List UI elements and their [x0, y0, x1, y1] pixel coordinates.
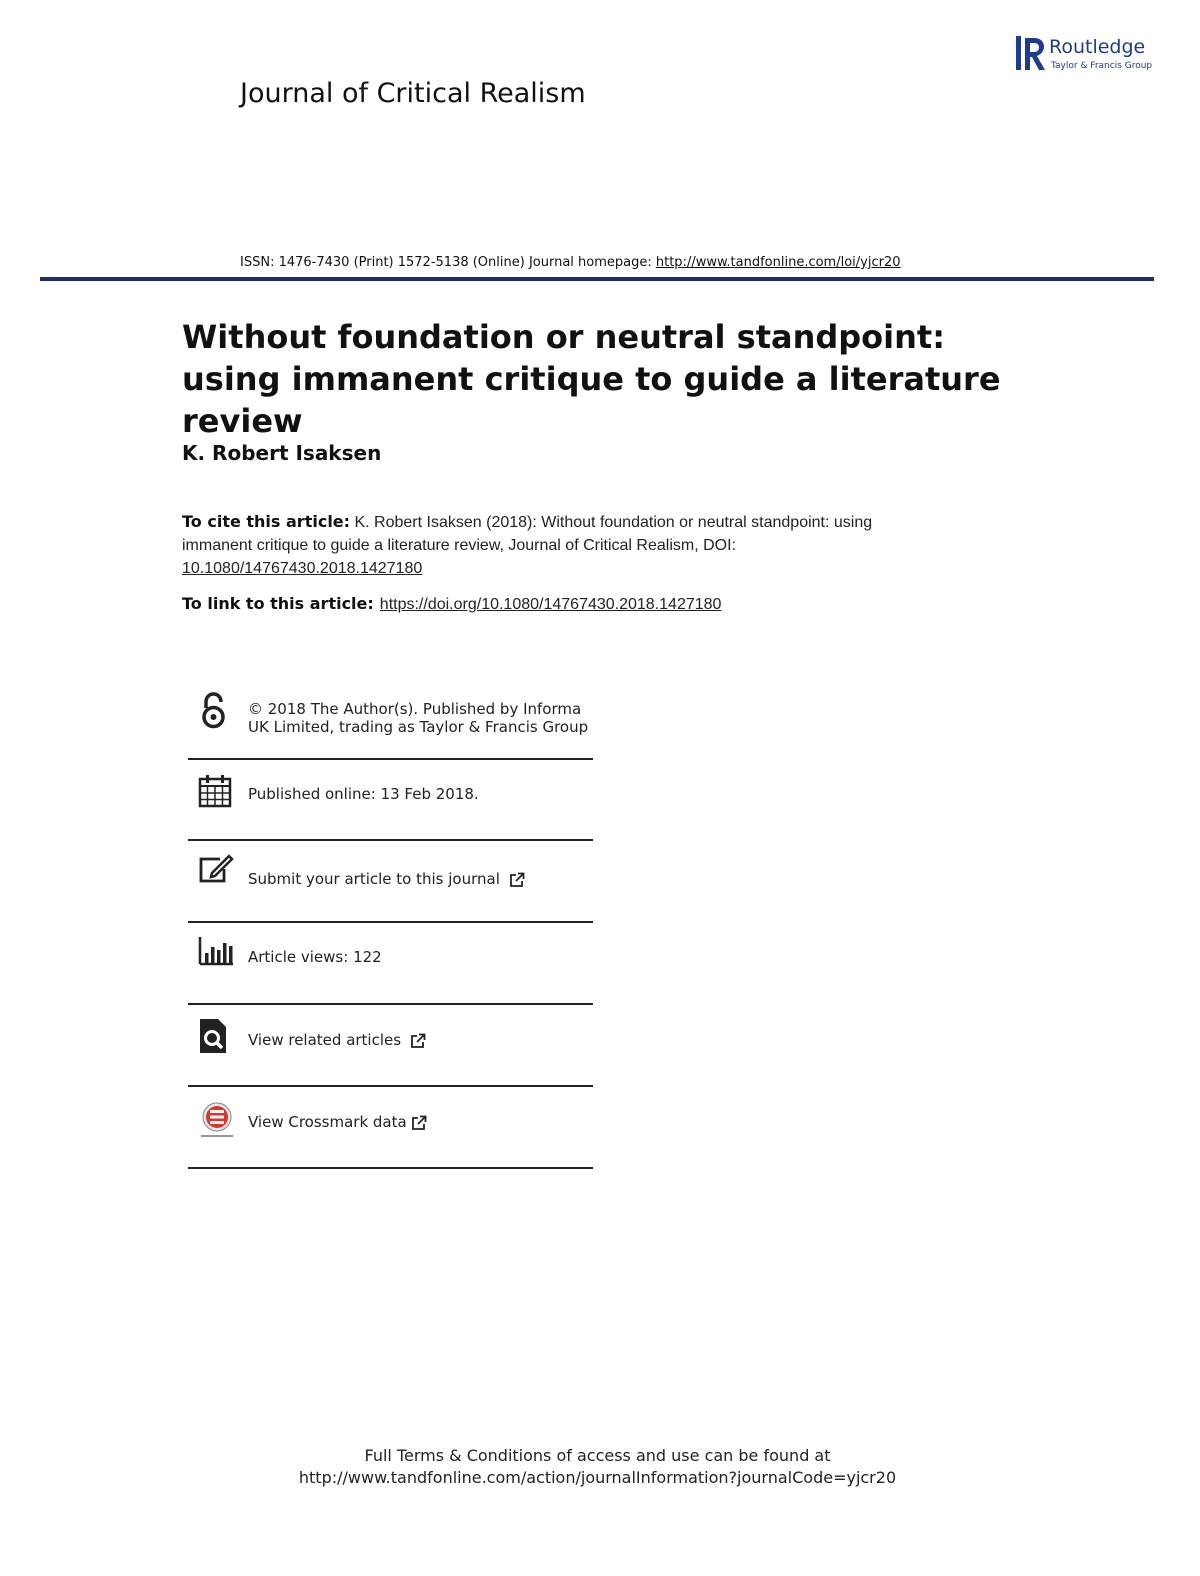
article-author: K. Robert Isaksen: [182, 441, 382, 465]
calendar-icon: [198, 774, 232, 808]
related-row[interactable]: [188, 1005, 593, 1087]
bar-chart-icon: [198, 935, 234, 967]
crossmark-row[interactable]: [188, 1087, 593, 1169]
citation-block: [182, 510, 942, 580]
external-link-icon: [509, 872, 525, 888]
published-row: [188, 760, 593, 841]
views-row: [188, 923, 593, 1005]
crossmark-icon: [198, 1101, 236, 1141]
submit-text: Submit your article to this journal: [248, 870, 500, 888]
article-title: Without foundation or neutral standpoint: using immanent critique to guide a literature review: [182, 318, 1001, 440]
copyright-text: © 2018 The Author(s). Published by Informa UK Limited, trading as Taylor & Francis Group: [248, 700, 589, 736]
header-rule: [40, 277, 1154, 281]
submit-row[interactable]: [188, 841, 593, 923]
crossmark-link[interactable]: [248, 1113, 427, 1131]
journal-homepage-link[interactable]: http://www.tandfonline.com/loi/yjcr20: [655, 255, 901, 270]
link-label: To link to this article:: [182, 594, 374, 613]
publisher-logo[interactable]: [1016, 34, 1166, 76]
submit-link[interactable]: [248, 870, 525, 888]
routledge-r-icon: [1016, 34, 1046, 74]
copyright-row: [188, 688, 593, 760]
publisher-name: Routledge: [1049, 36, 1146, 58]
cite-label: To cite this article:: [182, 512, 351, 531]
related-text: View related articles: [248, 1031, 402, 1049]
external-link-icon: [411, 1115, 427, 1131]
footer-terms-text: Full Terms & Conditions of access and use can be found at: [364, 1446, 831, 1465]
external-link-icon: [410, 1033, 426, 1049]
article-doi-link[interactable]: https://doi.org/10.1080/14767430.2018.1427180: [379, 596, 722, 613]
article-link-line: [182, 594, 721, 614]
article-views: Article views: 122: [248, 948, 382, 966]
cite-text: K. Robert Isaksen (2018): Without foundation or neutral standpoint: using immanent critique to guide a literature review, Journal of Critical Realism, DOI:: [182, 514, 873, 554]
related-link[interactable]: [248, 1031, 426, 1049]
related-articles-icon: [198, 1017, 230, 1055]
crossmark-text: View Crossmark data: [248, 1113, 407, 1131]
footer: [0, 1445, 1195, 1489]
article-info-list: [188, 688, 593, 1169]
published-date: Published online: 13 Feb 2018.: [248, 785, 479, 803]
open-access-icon: [198, 692, 228, 730]
issn-text: ISSN: 1476-7430 (Print) 1572-5138 (Online) Journal homepage:: [240, 255, 656, 270]
edit-icon: [198, 853, 234, 885]
journal-title: Journal of Critical Realism: [240, 78, 586, 109]
footer-terms-link[interactable]: http://www.tandfonline.com/action/journalInformation?journalCode=yjcr20: [298, 1468, 897, 1487]
cite-doi-link[interactable]: 10.1080/14767430.2018.1427180: [182, 560, 423, 577]
publisher-sub: Taylor & Francis Group: [1051, 61, 1153, 71]
issn-line: [240, 255, 901, 270]
